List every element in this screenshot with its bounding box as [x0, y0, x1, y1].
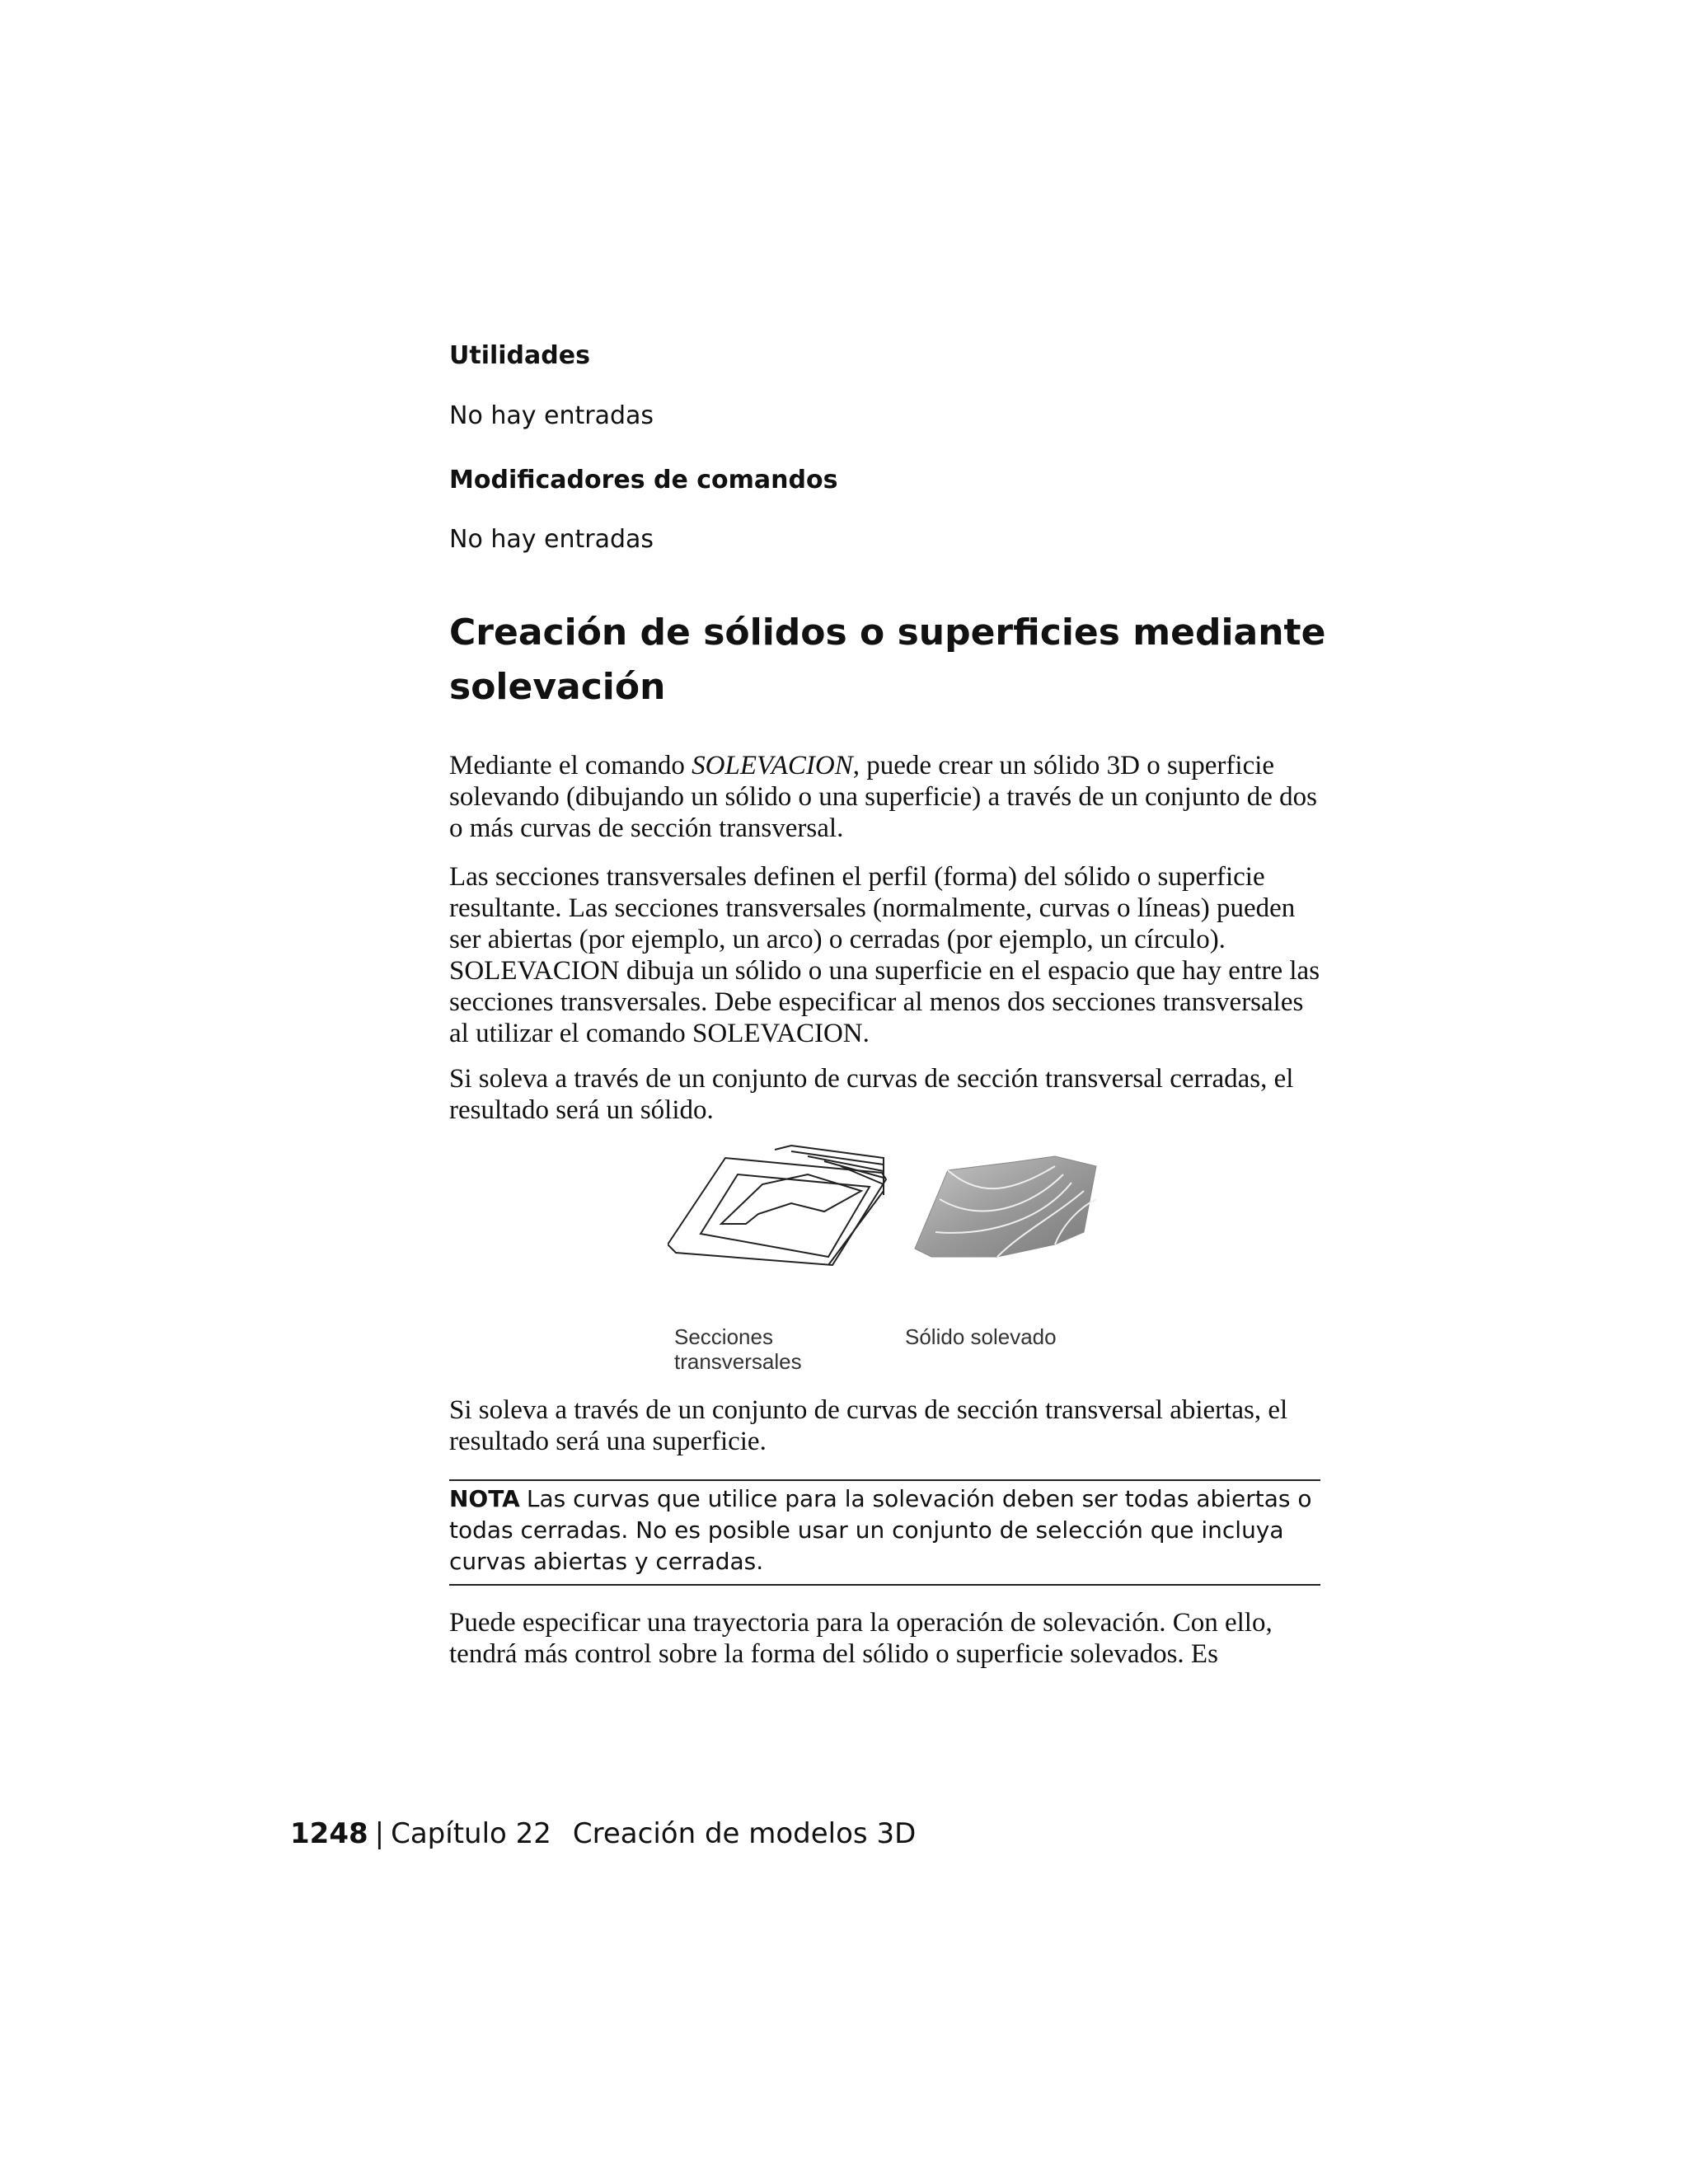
caption-cross-sections-line2: transversales [674, 1349, 802, 1374]
footer-separator: | [374, 1817, 385, 1850]
section-heading-modificadores: Modificadores de comandos [449, 466, 838, 494]
paragraph-open-curves: Si soleva a través de un conjunto de curvas de sección transversal abiertas, el resultado será una superficie. [449, 1395, 1288, 1456]
note-text: Las curvas que utilice para la solevación deben ser todas abiertas o todas cerradas. No es posible usar un conjunto de selección que incluya curvas abiertas y cerradas. [449, 1485, 1312, 1575]
section-heading-utilidades: Utilidades [449, 341, 590, 370]
section-edge [828, 1191, 884, 1265]
paragraph-intro-start: Mediante el comando [449, 751, 692, 780]
section-text-modificadores: No hay entradas [449, 525, 654, 554]
paragraph-cross-sections: Las secciones transversales definen el perfil (forma) del sólido o superficie resultante. Las secciones transversales (normalmente, curvas o líneas) pueden ser abiertas (por ejemplo, un arco) o cerradas (por ejemplo, un círculo). SOLEVACION dibuja un sólido o una superficie en el espacio que hay entre las secciones transversales. Debe especificar al menos dos secciones transversales al utilizar el comando SOLEVACION. [449, 862, 1320, 1048]
paragraph-path: Puede especificar una trayectoria para la operación de solevación. Con ello, tendrá más control sobre la forma del sólido o superficie solevados. Es [449, 1608, 1273, 1669]
note-block [449, 1483, 1323, 1577]
command-name: SOLEVACION [692, 751, 853, 780]
section-4 [775, 1146, 884, 1195]
base-section [668, 1158, 886, 1265]
paragraph-closed-curves: Si soleva a través de un conjunto de curvas de sección transversal cerradas, el resultado será un sólido. [449, 1064, 1294, 1125]
lofted-solid-drawing [915, 1156, 1096, 1257]
page-number: 1248 [290, 1817, 368, 1850]
paragraph-intro [449, 750, 1323, 844]
chapter-label: Capítulo 22 [391, 1817, 551, 1850]
caption-cross-sections [674, 1324, 802, 1374]
loft-illustration [668, 1141, 1113, 1306]
note-bottom-rule [449, 1584, 1320, 1586]
page-footer [290, 1817, 916, 1850]
note-top-rule [449, 1479, 1320, 1481]
cross-sections-drawing [668, 1146, 886, 1265]
section-text-utilidades: No hay entradas [449, 401, 654, 430]
page-title: Creación de sólidos o superficies mediante solevación [449, 612, 1326, 708]
section-3 [721, 1174, 861, 1224]
chapter-title: Creación de modelos 3D [572, 1817, 917, 1850]
paragraph-intro-end: , puede crear un sólido 3D o superficie solevando (dibujando un sólido o una superficie) a través de un conjunto de dos o más curvas de sección transversal. [449, 751, 1318, 843]
caption-cross-sections-line1: Secciones [674, 1324, 773, 1349]
caption-lofted-solid: Sólido solevado [905, 1324, 1057, 1349]
note-label: NOTA [449, 1485, 520, 1512]
